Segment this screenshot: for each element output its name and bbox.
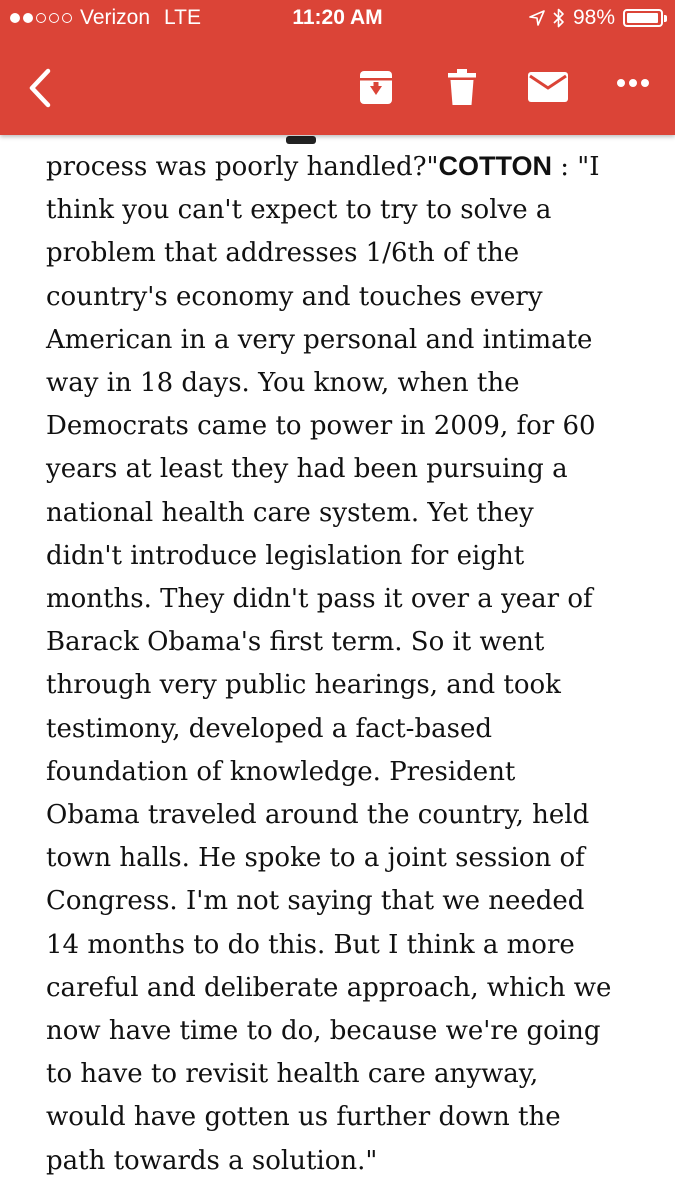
email-body-text: : "I think you can't expect to try to solve a problem that addresses 1/6th of the country's economy and touches every American in a very personal and intimate way in 18 days. You know, when the Democrats came to power in 2009, for 60 years at least they had been pursuing a national health care system. Yet they didn't introduce legislation for eight months. They didn't pass it over a year of Barack Obama's first term. So it went through very public hearings, and took testimony, developed a fact-based foundation of knowledge. President Obama traveled around the country, held town halls. He spoke to a joint session of Congress. I'm not saying that we needed 14 months to do this. But I think a more careful and deliberate approach, which we now have time to do, because we're going to have to revisit health care anyway, would have gotten us further down the path towards a solution." (46, 152, 612, 1176)
delete-button[interactable] (444, 65, 480, 109)
more-options-button[interactable] (613, 75, 653, 91)
email-lead-text: process was poorly handled?" (46, 152, 439, 182)
battery-percent: 98% (572, 6, 615, 29)
back-button[interactable] (18, 63, 62, 113)
cut-off-glyph (286, 136, 316, 144)
battery-icon (623, 9, 663, 27)
bluetooth-icon (553, 8, 565, 28)
email-body (46, 145, 636, 1183)
status-right (529, 6, 663, 30)
email-toolbar (0, 38, 675, 135)
location-arrow-icon (529, 10, 545, 26)
app-header (0, 0, 675, 135)
speaker-name: COTTON (438, 151, 553, 181)
archive-button[interactable] (356, 65, 396, 109)
back-icon (26, 68, 54, 108)
status-bar (0, 0, 675, 38)
status-time: 11:20 AM (292, 6, 383, 29)
trash-icon (447, 68, 477, 106)
more-icon (616, 78, 650, 88)
archive-icon (358, 68, 394, 106)
carrier-name: Verizon (80, 6, 151, 29)
mail-icon (527, 71, 569, 103)
email-body-paragraph (46, 145, 636, 1183)
mark-unread-button[interactable] (526, 70, 570, 104)
battery-level-fill (627, 13, 658, 23)
network-type: LTE (164, 6, 202, 29)
